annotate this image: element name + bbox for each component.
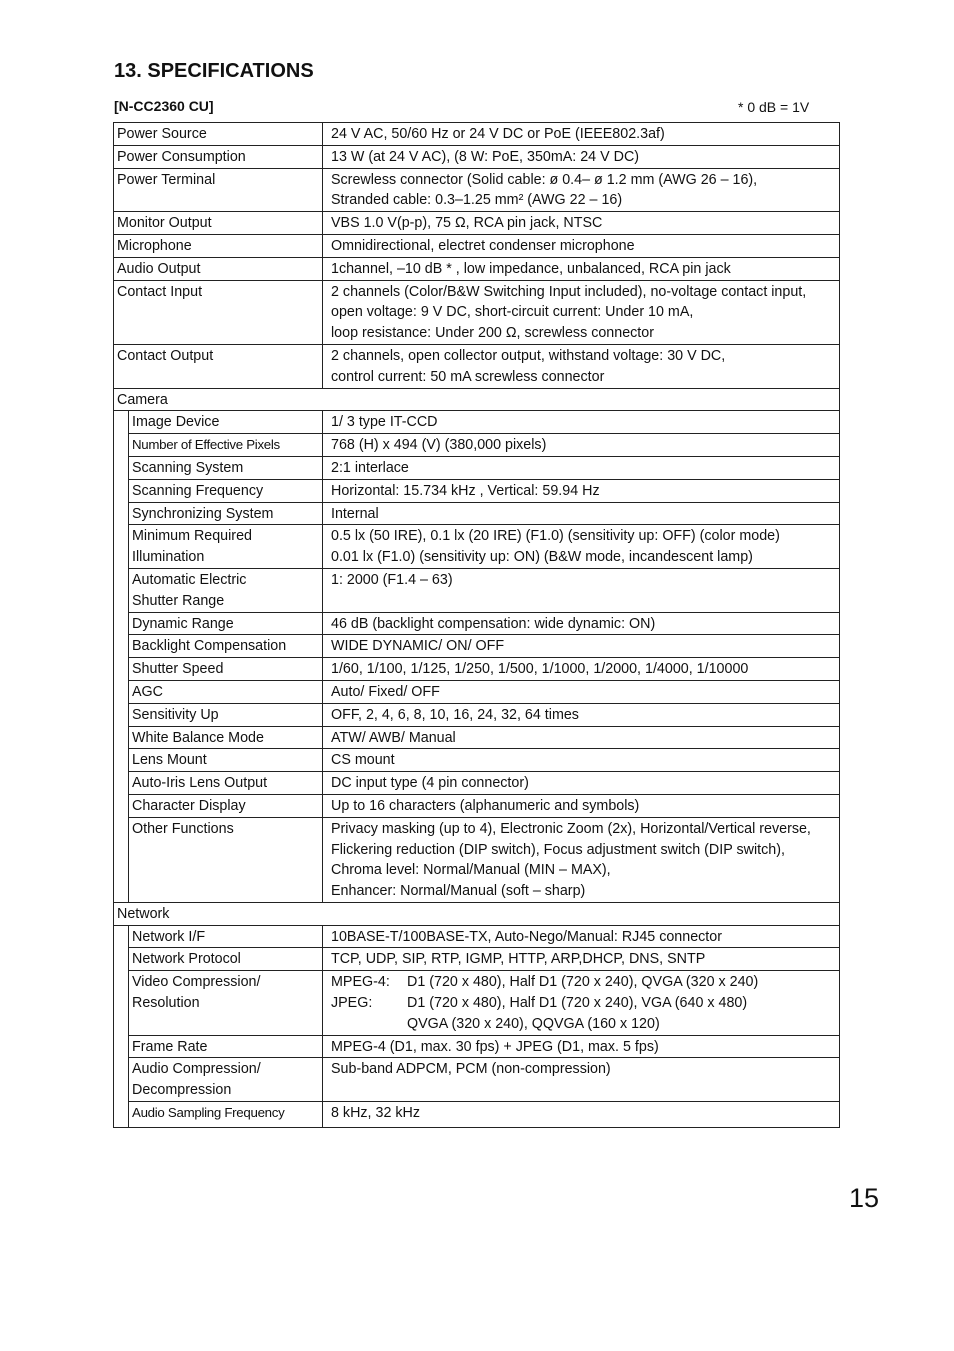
- spec-label: Backlight Compensation: [129, 635, 323, 658]
- indent-cell: [114, 612, 129, 635]
- spec-row: [114, 502, 840, 525]
- label-line: Decompression: [132, 1082, 232, 1099]
- spec-value: 46 dB (backlight compensation: wide dynamic: ON): [323, 612, 840, 635]
- value-line: [331, 1014, 831, 1035]
- footnote: * 0 dB = 1V: [738, 99, 810, 115]
- spec-value: 768 (H) x 494 (V) (380,000 pixels): [323, 434, 840, 457]
- spec-row: [114, 434, 840, 457]
- indent-cell: [114, 1035, 129, 1058]
- spec-label: Scanning System: [129, 456, 323, 479]
- spec-label: Dynamic Range: [129, 612, 323, 635]
- spec-label: Audio Sampling Frequency: [129, 1102, 323, 1128]
- spec-label: Power Source: [114, 123, 323, 146]
- spec-value: Internal: [323, 502, 840, 525]
- spec-value: [323, 525, 840, 569]
- indent-cell: [114, 658, 129, 681]
- label-line: Audio Compression/: [132, 1061, 261, 1078]
- codec-label: JPEG:: [331, 995, 373, 1012]
- spec-value: WIDE DYNAMIC/ ON/ OFF: [323, 635, 840, 658]
- model-name: [N-CC2360 CU]: [114, 98, 214, 114]
- spec-value: 1: 2000 (F1.4 – 63): [323, 568, 840, 612]
- spec-label: Auto-Iris Lens Output: [129, 772, 323, 795]
- spec-label: Image Device: [129, 411, 323, 434]
- codec-value: QVGA (320 x 240), QQVGA (160 x 120): [407, 1015, 660, 1032]
- value-line: 2 channels, open collector output, withstand voltage: 30 V DC,: [331, 347, 726, 364]
- value-line: loop resistance: Under 200 Ω, screwless connector: [331, 325, 654, 342]
- spec-label: Scanning Frequency: [129, 479, 323, 502]
- spec-row: [114, 925, 840, 948]
- indent-cell: [114, 568, 129, 612]
- spec-row: [114, 212, 840, 235]
- spec-value: Up to 16 characters (alphanumeric and symbols): [323, 794, 840, 817]
- spec-label: [129, 971, 323, 1035]
- value-line: 0.01 lx (F1.0) (sensitivity up: ON) (B&W mode, incandescent lamp): [331, 549, 753, 566]
- spec-label: Contact Output: [114, 344, 323, 388]
- value-line: 2 channels (Color/B&W Switching Input included), no-voltage contact input,: [331, 283, 807, 300]
- spec-label: Other Functions: [129, 817, 323, 902]
- value-line: Chroma level: Normal/Manual (MIN – MAX),: [331, 862, 611, 879]
- spec-label: Lens Mount: [129, 749, 323, 772]
- value-line: Enhancer: Normal/Manual (soft – sharp): [331, 883, 586, 900]
- spec-value: TCP, UDP, SIP, RTP, IGMP, HTTP, ARP,DHCP, DNS, SNTP: [323, 948, 840, 971]
- spec-value: Sub-band ADPCM, PCM (non-compression): [323, 1058, 840, 1102]
- label-line: Shutter Range: [132, 592, 225, 609]
- spec-label: Character Display: [129, 794, 323, 817]
- indent-cell: [114, 749, 129, 772]
- spec-label: Contact Input: [114, 280, 323, 344]
- spec-label: [129, 568, 323, 612]
- spec-label: Number of Effective Pixels: [129, 434, 323, 457]
- codec-label: MPEG-4:: [331, 974, 390, 991]
- page-number: 15: [849, 1183, 880, 1213]
- indent-cell: [114, 635, 129, 658]
- spec-row: [114, 1035, 840, 1058]
- spec-row: [114, 658, 840, 681]
- spec-label: Shutter Speed: [129, 658, 323, 681]
- value-line: [331, 972, 831, 993]
- indent-cell: [114, 456, 129, 479]
- section-row-network: [114, 902, 840, 925]
- indent-cell: [114, 1102, 129, 1128]
- spec-row: [114, 456, 840, 479]
- value-line: Flickering reduction (DIP switch), Focus adjustment switch (DIP switch),: [331, 841, 785, 858]
- indent-cell: [114, 502, 129, 525]
- spec-value: 24 V AC, 50/60 Hz or 24 V DC or PoE (IEEE802.3af): [323, 123, 840, 146]
- section-row-camera: [114, 388, 840, 411]
- spec-row: [114, 971, 840, 1035]
- label-line: Video Compression/: [132, 974, 261, 991]
- spec-label: [129, 1058, 323, 1102]
- spec-value: DC input type (4 pin connector): [323, 772, 840, 795]
- spec-row: [114, 568, 840, 612]
- spec-row: [114, 525, 840, 569]
- spec-label: Sensitivity Up: [129, 703, 323, 726]
- label-line: Illumination: [132, 549, 205, 566]
- spec-value: Auto/ Fixed/ OFF: [323, 680, 840, 703]
- spec-value: VBS 1.0 V(p-p), 75 Ω, RCA pin jack, NTSC: [323, 212, 840, 235]
- spec-label: Power Terminal: [114, 168, 323, 212]
- indent-cell: [114, 434, 129, 457]
- spec-label: Power Consumption: [114, 145, 323, 168]
- spec-row: [114, 794, 840, 817]
- spec-label: Audio Output: [114, 257, 323, 280]
- spec-table: [113, 122, 840, 1128]
- page-heading: 13. SPECIFICATIONS: [114, 60, 314, 82]
- spec-label: Network I/F: [129, 925, 323, 948]
- indent-cell: [114, 971, 129, 1035]
- value-line: 0.5 lx (50 IRE), 0.1 lx (20 IRE) (F1.0) (sensitivity up: OFF) (color mode): [331, 528, 780, 545]
- spec-value: OFF, 2, 4, 6, 8, 10, 16, 24, 32, 64 times: [323, 703, 840, 726]
- value-line: Privacy masking (up to 4), Electronic Zoom (2x), Horizontal/Vertical reverse,: [331, 820, 811, 837]
- spec-value: CS mount: [323, 749, 840, 772]
- spec-value: 10BASE-T/100BASE-TX, Auto-Nego/Manual: RJ45 connector: [323, 925, 840, 948]
- spec-value: ATW/ AWB/ Manual: [323, 726, 840, 749]
- spec-row: [114, 234, 840, 257]
- codec-value: D1 (720 x 480), Half D1 (720 x 240), QVGA (320 x 240): [407, 974, 759, 991]
- spec-value: [323, 280, 840, 344]
- value-line: [331, 993, 831, 1014]
- spec-value: 1channel, –10 dB * , low impedance, unbalanced, RCA pin jack: [323, 257, 840, 280]
- indent-cell: [114, 948, 129, 971]
- indent-cell: [114, 1058, 129, 1102]
- spec-row: [114, 411, 840, 434]
- indent-cell: [114, 925, 129, 948]
- indent-cell: [114, 703, 129, 726]
- spec-row: [114, 612, 840, 635]
- spec-label: Microphone: [114, 234, 323, 257]
- label-line: Automatic Electric: [132, 571, 247, 588]
- spec-value: 13 W (at 24 V AC), (8 W: PoE, 350mA: 24 V DC): [323, 145, 840, 168]
- spec-value: 1/60, 1/100, 1/125, 1/250, 1/500, 1/1000, 1/2000, 1/4000, 1/10000: [323, 658, 840, 681]
- indent-cell: [114, 817, 129, 902]
- spec-label: [129, 525, 323, 569]
- indent-cell: [114, 772, 129, 795]
- codec-value: D1 (720 x 480), Half D1 (720 x 240), VGA (640 x 480): [407, 995, 748, 1012]
- spec-row: [114, 703, 840, 726]
- spec-row: [114, 635, 840, 658]
- spec-row: [114, 123, 840, 146]
- spec-value: [323, 168, 840, 212]
- value-line: open voltage: 9 V DC, short-circuit current: Under 10 mA,: [331, 304, 694, 321]
- value-line: Stranded cable: 0.3–1.25 mm² (AWG 22 – 16): [331, 192, 623, 209]
- indent-cell: [114, 479, 129, 502]
- spec-row: [114, 1058, 840, 1102]
- value-line: control current: 50 mA screwless connector: [331, 368, 605, 385]
- spec-row: [114, 772, 840, 795]
- spec-value: [323, 971, 840, 1035]
- spec-row: [114, 948, 840, 971]
- spec-value: Omnidirectional, electret condenser microphone: [323, 234, 840, 257]
- indent-cell: [114, 680, 129, 703]
- spec-label: Frame Rate: [129, 1035, 323, 1058]
- label-line: Resolution: [132, 995, 200, 1012]
- spec-value: 1/ 3 type IT-CCD: [323, 411, 840, 434]
- spec-label: Monitor Output: [114, 212, 323, 235]
- indent-cell: [114, 525, 129, 569]
- spec-label: Synchronizing System: [129, 502, 323, 525]
- spec-row: [114, 344, 840, 388]
- spec-row: [114, 726, 840, 749]
- indent-cell: [114, 794, 129, 817]
- spec-value: Horizontal: 15.734 kHz , Vertical: 59.94 Hz: [323, 479, 840, 502]
- spec-value: 8 kHz, 32 kHz: [323, 1102, 840, 1128]
- spec-row: [114, 168, 840, 212]
- spec-row: [114, 257, 840, 280]
- section-heading: Camera: [114, 388, 840, 411]
- spec-row: [114, 280, 840, 344]
- label-line: Minimum Required: [132, 528, 252, 545]
- spec-label: White Balance Mode: [129, 726, 323, 749]
- spec-row: [114, 817, 840, 902]
- value-line: Screwless connector (Solid cable: ø 0.4– ø 1.2 mm (AWG 26 – 16),: [331, 171, 758, 188]
- section-heading: Network: [114, 902, 840, 925]
- spec-label: AGC: [129, 680, 323, 703]
- spec-row: [114, 1102, 840, 1128]
- spec-value: [323, 817, 840, 902]
- spec-row: [114, 479, 840, 502]
- spec-value: [323, 344, 840, 388]
- spec-value: MPEG-4 (D1, max. 30 fps) + JPEG (D1, max. 5 fps): [323, 1035, 840, 1058]
- indent-cell: [114, 726, 129, 749]
- spec-row: [114, 680, 840, 703]
- spec-row: [114, 749, 840, 772]
- indent-cell: [114, 411, 129, 434]
- spec-value: 2:1 interlace: [323, 456, 840, 479]
- spec-label: Network Protocol: [129, 948, 323, 971]
- spec-row: [114, 145, 840, 168]
